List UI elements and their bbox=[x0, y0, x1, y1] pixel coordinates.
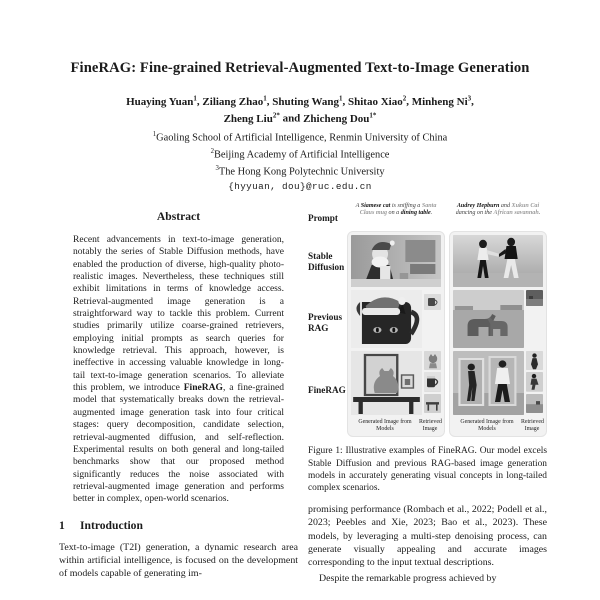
section-title: Introduction bbox=[80, 518, 143, 532]
horses-savannah-photo bbox=[453, 290, 524, 348]
retrieved-image-label: Retrieved Image bbox=[521, 419, 544, 432]
retrieved-siamese-cat-thumbnail bbox=[424, 351, 441, 370]
retrieved-side-left-r3 bbox=[424, 351, 441, 415]
panel-labels-left bbox=[351, 418, 441, 433]
figure-caption: Figure 1: Illustrative examples of FineRAG. Our model excels Stable Diffusion and previous RAG-based image generation models in accurately generating visual concepts in long-tailed complex scenarios. bbox=[308, 446, 547, 493]
affiliation-line: $^1$Gaoling School of Artificial Intelligence, Renmin University of China bbox=[152, 131, 448, 144]
row-stable-diffusion-left bbox=[351, 235, 441, 287]
section-heading-introduction bbox=[59, 519, 298, 532]
figure-panel-left bbox=[347, 203, 445, 437]
finerag-cat-on-table-photo bbox=[351, 351, 422, 415]
row-previous-rag-left bbox=[351, 290, 441, 348]
generated-image-label: Generated Image from Models bbox=[460, 419, 514, 432]
retrieved-dining-table-thumbnail bbox=[424, 394, 441, 413]
retrieved-dancer-thumbnail-1 bbox=[526, 351, 543, 370]
dancing-couple-photo bbox=[453, 235, 543, 287]
affiliation-line: $^2$Beijing Academy of Artificial Intelligence bbox=[210, 147, 390, 161]
prompt-text-right: Audrey Hepburn and Xukun Cai dancing on the African savannah. bbox=[455, 203, 541, 217]
retrieved-side-right-r3 bbox=[526, 351, 543, 415]
retrieved-santa-mug-thumbnail bbox=[424, 372, 441, 391]
author-block bbox=[0, 92, 600, 126]
section-number: 1 bbox=[59, 518, 65, 532]
figure-row-label-stable-diffusion: Stable Diffusion bbox=[308, 251, 345, 272]
affiliation-list bbox=[0, 128, 600, 178]
body-paragraph-2: Despite the remarkable progress achieved by bbox=[319, 572, 497, 584]
row-finerag-left bbox=[351, 351, 441, 415]
left-column bbox=[59, 203, 298, 585]
abstract-heading: Abstract bbox=[156, 210, 201, 223]
retrieved-mug-thumbnail bbox=[424, 294, 441, 310]
author-line-1: Huaying Yuan$^1$, Ziliang Zhao$^1$, Shuting Wang$^1$, Shitao Xiao$^2$, Minheng Ni$^3$, bbox=[126, 94, 474, 108]
row-previous-rag-right bbox=[453, 290, 543, 348]
panel-box-right bbox=[449, 231, 547, 437]
intro-paragraph: Text-to-image (T2I) generation, a dynamic research area within artificial intelligence, is focused on the development of models capable of generating im- bbox=[59, 541, 298, 580]
figure-row-labels bbox=[308, 203, 347, 437]
affiliation-line: $^3$The Hong Kong Polytechnic University bbox=[215, 164, 385, 178]
retrieved-savannah-thumbnail-2 bbox=[526, 394, 543, 413]
santa-claus-photo bbox=[351, 235, 441, 287]
row-stable-diffusion-right bbox=[453, 235, 543, 287]
figure-row-label-finerag: FineRAG bbox=[308, 384, 346, 395]
panel-labels-right bbox=[453, 418, 543, 433]
retrieved-dancer-thumbnail-2 bbox=[526, 372, 543, 391]
row-finerag-right bbox=[453, 351, 543, 415]
paper-title: FineRAG: Fine-grained Retrieval-Augmented Text-to-Image Generation bbox=[70, 60, 530, 76]
prompt-text-left: A Siamese cat is sniffing a Santa Claus mug on a dining table. bbox=[355, 203, 437, 217]
figure-panel-right bbox=[449, 203, 547, 437]
retrieved-side-right-r2 bbox=[526, 290, 543, 348]
author-name: Zhicheng Dou$^{1*}$ bbox=[303, 111, 377, 125]
figure-panels bbox=[347, 203, 547, 437]
generated-image-label: Generated Image from Models bbox=[358, 419, 412, 432]
author-name: Shuting Wang$^1$ bbox=[272, 94, 343, 108]
figure-row-label-prompt: Prompt bbox=[308, 212, 338, 223]
retrieved-savannah-thumbnail bbox=[526, 290, 543, 306]
cat-mug-photo bbox=[351, 290, 422, 348]
retrieved-image-label: Retrieved Image bbox=[419, 419, 442, 432]
paper-header bbox=[0, 60, 600, 192]
figure-row-label-previous-rag: Previous RAG bbox=[308, 311, 343, 333]
two-column-body bbox=[59, 203, 547, 585]
author-name: Huaying Yuan$^1$ bbox=[126, 94, 197, 108]
author-name: Zheng Liu$^{2*}$ bbox=[223, 111, 280, 125]
author-name: Ziliang Zhao$^1$ bbox=[202, 94, 267, 108]
finerag-dancers-photo bbox=[453, 351, 524, 415]
panel-box-left bbox=[347, 231, 445, 437]
author-name: Shitao Xiao$^2$ bbox=[348, 94, 407, 108]
retrieved-side-left-r2 bbox=[424, 290, 441, 348]
email-line: {hyyuan, dou}@ruc.edu.cn bbox=[228, 181, 372, 193]
abstract-text: Recent advancements in text-to-image generation, notably the series of Stable Diffusion methods, have enabled the production of diverse, high-quality photo-realistic images. Nevertheless, these techniques still exhibit limitations in terms of knowledge access. Retrieval-augmented image generation is a straightforward way to tackle this problem. Current studies primarily utilize coarse-grained retrievers, employing initial prompts as search queries for knowledge retrieval. This approach, however, is ineffective in accessing valuable knowledge in long-tail text-to-image generation scenarios. To alleviate this problem, we introduce FineRAG, a fine-grained model that systematically breaks down the retrieval-augmented image generation task into four critical stages: query decomposition, candidate selection, retrieval-augmented diffusion, and self-reflection. Experimental results on both general and long-tailed benchmarks show that our proposed method significantly reduces the noise associated with retrieval-augmented image generation and performs better in complex, open-world scenarios. bbox=[73, 234, 285, 505]
right-column bbox=[308, 203, 547, 585]
author-name: Minheng Ni$^3$ bbox=[411, 94, 472, 108]
figure-1 bbox=[308, 203, 547, 437]
author-line-2: Zheng Liu$^{2*}$ and Zhicheng Dou$^{1*}$ bbox=[223, 111, 377, 125]
body-paragraph-1: promising performance (Rombach et al., 2022; Podell et al., 2023; Peebles and Xie, 2023; Bao et al., 2023). These models, by leveraging a multi-step denoising process, can generate visually appealing and accurate images corresponding to the input textual descriptions. bbox=[308, 504, 547, 569]
